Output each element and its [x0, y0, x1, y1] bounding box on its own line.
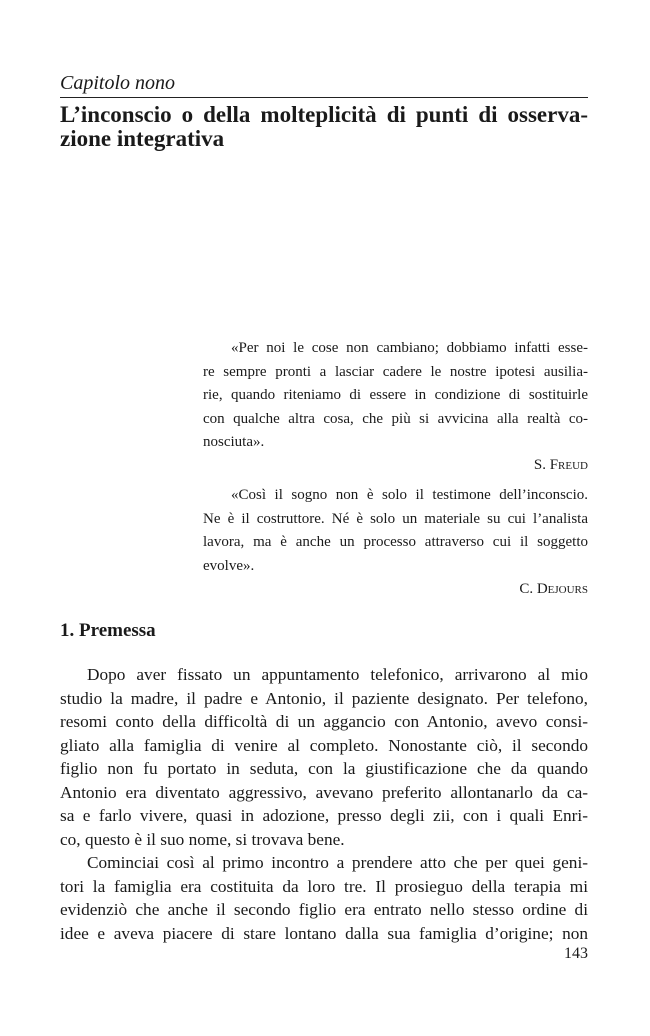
- body-line: idee e aveva piacere di stare lontano dalla sua famiglia d’origine; non: [60, 923, 588, 943]
- body-line: Cominciai così al primo incontro a prendere atto che per quei geni-: [87, 853, 588, 872]
- epigraph-line: con qualche altra cosa, che più si avvicina alla realtà co-: [203, 410, 588, 427]
- epigraph-line: evolve».: [203, 557, 255, 574]
- epigraph-line: rie, quando riteniamo di essere in condizione di sostituirle: [203, 387, 588, 403]
- epigraph-author: C. Dejours: [519, 581, 588, 597]
- body-line: resomi conto della difficoltà di un aggancio con Antonio, avevo consi-: [60, 712, 588, 731]
- section-heading: 1. Premessa: [60, 620, 156, 641]
- page-number: 143: [564, 945, 588, 962]
- body-line: evidenziò che anche il secondo figlio era entrato nello stesso ordine di: [60, 900, 588, 919]
- epigraph-line: nosciuta».: [203, 434, 265, 450]
- chapter-label: Capitolo nono: [60, 72, 176, 94]
- epigraph-line: «Così il sogno non è solo il testimone dell’inconscio.: [231, 487, 588, 503]
- body-line: sa e farlo vivere, quasi in adozione, presso degli zii, con i quali Enri-: [60, 806, 588, 825]
- body-line: studio la madre, il padre e Antonio, il paziente designato. Per telefono,: [60, 688, 588, 708]
- body-line: Dopo aver fissato un appuntamento telefonico, arrivarono al mio: [87, 665, 588, 684]
- body-line: Antonio era diventato aggressivo, avevano preferito allontanarlo da ca-: [60, 782, 588, 802]
- chapter-title-line: L’inconscio o della molteplicità di punti di osserva-: [60, 102, 588, 127]
- body-line: gliato alla famiglia di venire al completo. Nonostante ciò, il secondo: [60, 735, 588, 755]
- epigraph-line: Ne è il costruttore. Né è solo un materiale su cui l’analista: [203, 510, 588, 527]
- epigraph-line: re sempre pronti a lasciar cadere le nostre ipotesi ausilia-: [203, 363, 588, 380]
- body-line: co, questo è il suo nome, si trovava bene.: [60, 829, 345, 849]
- body-line: tori la famiglia era costituita da loro tre. Il prosieguo della terapia mi: [60, 876, 588, 896]
- chapter-title-line: zione integrativa: [60, 126, 225, 151]
- body-line: figlio non fu portato in seduta, con la giustificazione che da quando: [60, 759, 588, 778]
- epigraph-line: «Per noi le cose non cambiano; dobbiamo infatti esse-: [231, 340, 588, 356]
- header-rule: [60, 97, 588, 98]
- epigraph-line: lavora, ma è anche un processo attraverso cui il soggetto: [203, 534, 588, 550]
- epigraph-author: S. Freud: [533, 457, 588, 473]
